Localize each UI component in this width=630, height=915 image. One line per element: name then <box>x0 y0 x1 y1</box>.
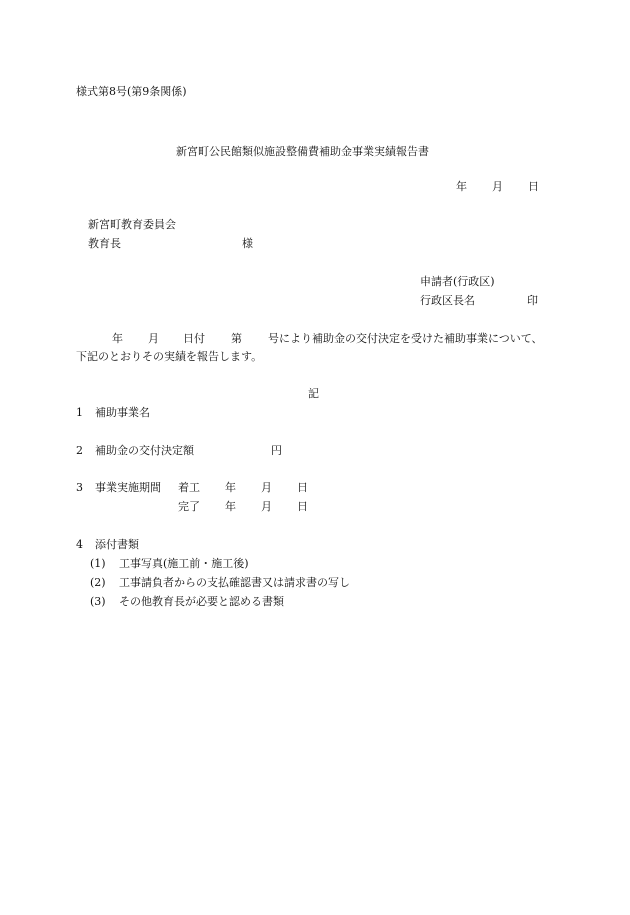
body-line2: 下記のとおりその実績を報告します。 <box>76 350 263 363</box>
applicant-label: 申請者(行政区) <box>420 275 495 288</box>
addressee-title: 教育長 <box>88 237 121 250</box>
item-2-unit: 円 <box>271 444 282 457</box>
item-1-label: 補助事業名 <box>95 406 150 419</box>
subitem-3-text: その他教育長が必要と認める書類 <box>119 595 284 608</box>
subitem-2-text: 工事請負者からの支払確認書又は請求書の写し <box>119 576 350 589</box>
item-3-end-label: 完了 <box>178 500 200 513</box>
item-4-number: 4 <box>76 538 83 551</box>
subitem-1-number: (1) <box>90 557 106 570</box>
document-title: 新宮町公民館類似施設整備費補助金事業実績報告書 <box>176 145 429 158</box>
date-day-label: 日 <box>528 180 539 193</box>
item-3-start-day: 日 <box>297 481 308 494</box>
applicant-name-label: 行政区長名 <box>420 294 475 307</box>
item-4-label: 添付書類 <box>95 538 139 551</box>
item-3-start-label: 着工 <box>178 481 200 494</box>
item-3-start-month: 月 <box>261 481 272 494</box>
item-2-label: 補助金の交付決定額 <box>95 444 194 457</box>
addressee-honorific: 様 <box>242 237 253 250</box>
item-3-start-year: 年 <box>225 481 236 494</box>
body-line1-rest: 号により補助金の交付決定を受けた補助事業について、 <box>268 332 543 345</box>
body-year: 年 <box>112 332 123 345</box>
item-3-end-month: 月 <box>261 500 272 513</box>
subitem-3-number: (3) <box>90 595 106 608</box>
subitem-1-text: 工事写真(施工前・施工後) <box>119 557 249 570</box>
ki-heading: 記 <box>308 387 319 400</box>
form-number: 様式第8号(第9条関係) <box>76 85 187 98</box>
item-2-number: 2 <box>76 444 83 457</box>
item-1-number: 1 <box>76 406 83 419</box>
applicant-seal: 印 <box>527 294 538 307</box>
subitem-2-number: (2) <box>90 576 106 589</box>
item-3-label: 事業実施期間 <box>95 481 161 494</box>
body-month: 月 <box>148 332 159 345</box>
date-month-label: 月 <box>492 180 503 193</box>
item-3-end-day: 日 <box>297 500 308 513</box>
date-year-label: 年 <box>456 180 467 193</box>
body-dai: 第 <box>231 332 242 345</box>
body-day-attach: 日付 <box>183 332 205 345</box>
addressee-org: 新宮町教育委員会 <box>88 218 176 231</box>
item-3-end-year: 年 <box>225 500 236 513</box>
item-3-number: 3 <box>76 481 83 494</box>
